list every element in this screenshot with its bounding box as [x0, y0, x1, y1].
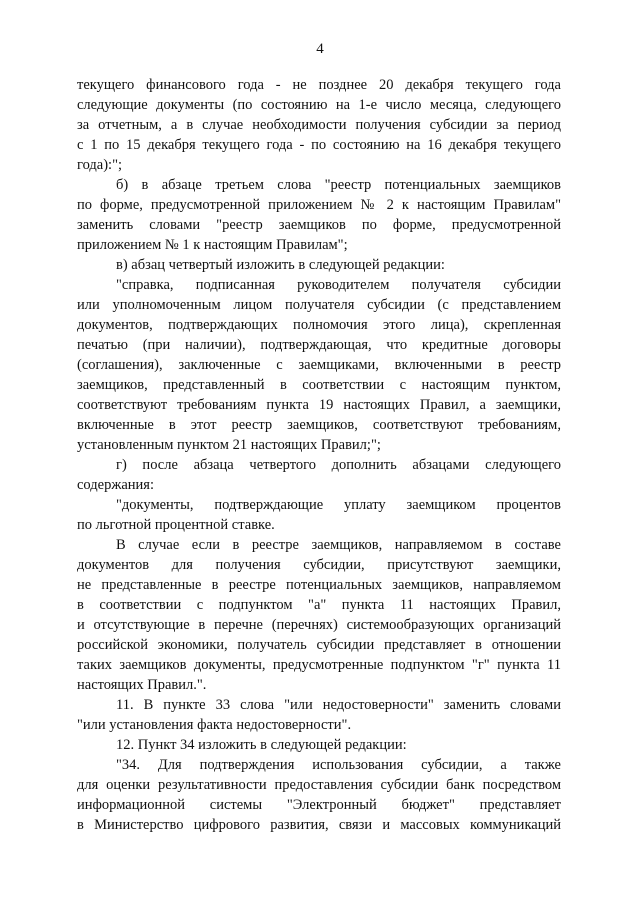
text-line: в соответствии с подпунктом "а" пункта 11 настоящих Правил,	[77, 597, 561, 613]
text-line: по льготной процентной ставке.	[77, 517, 275, 533]
text-line: по форме, предусмотренной приложением № 2 к настоящим Правилам"	[77, 197, 561, 213]
text-line: (соглашения), заключенные с заемщиками, включенными в реестр	[77, 357, 561, 373]
text-line: содержания:	[77, 477, 155, 493]
text-line: включенные в этот реестр заемщиков, соответствуют требованиям,	[77, 417, 561, 433]
text-line: не представленные в реестре потенциальных заемщиков, направляемом	[77, 577, 561, 593]
text-line: В случае если в реестре заемщиков, направляемом в составе	[116, 537, 561, 553]
text-line: за отчетным, а в случае необходимости получения субсидии за период	[77, 117, 561, 133]
text-line: б) в абзаце третьем слова "реестр потенциальных заемщиков	[116, 177, 561, 193]
text-line: следующие документы (по состоянию на 1-е число месяца, следующего	[77, 97, 561, 113]
text-line: заменить словами "реестр заемщиков по форме, предусмотренной	[77, 217, 561, 233]
text-line: соответствуют требованиям пункта 19 настоящих Правил, а заемщики,	[77, 397, 561, 413]
text-line: 11. В пункте 33 слова "или недостоверности" заменить словами	[116, 697, 561, 713]
text-line: текущего финансового года - не позднее 20 декабря текущего года	[77, 77, 561, 93]
text-line: установленным пунктом 21 настоящих Правил;";	[77, 437, 381, 453]
text-line: заемщиков, представленный в соответствии с настоящим пунктом,	[77, 377, 561, 393]
text-line: документов, подтверждающих полномочия этого лица), скрепленная	[77, 317, 561, 333]
text-line: российской экономики, получатель субсидии представляет в отношении	[77, 637, 561, 653]
text-line: настоящих Правил.".	[77, 677, 207, 693]
text-line: в) абзац четвертый изложить в следующей редакции:	[116, 257, 445, 273]
text-line: информационной системы "Электронный бюджет" представляет	[77, 797, 561, 813]
text-line: 12. Пункт 34 изложить в следующей редакции:	[116, 737, 407, 753]
text-line: печатью (при наличии), подтверждающая, что кредитные договоры	[77, 337, 561, 353]
text-line: г) после абзаца четвертого дополнить абзацами следующего	[116, 457, 561, 473]
text-line: "документы, подтверждающие уплату заемщиком процентов	[116, 497, 561, 513]
document-body-text	[77, 75, 561, 835]
page-number: 4	[316, 41, 324, 57]
text-line: приложением № 1 к настоящим Правилам";	[77, 237, 348, 253]
text-line: и отсутствующие в перечне (перечнях) системообразующих организаций	[77, 617, 561, 633]
text-line: с 1 по 15 декабря текущего года - по состоянию на 16 декабря текущего	[77, 137, 561, 153]
text-line: "справка, подписанная руководителем получателя субсидии	[116, 277, 561, 293]
text-line: таких заемщиков документы, предусмотренные подпунктом "г" пункта 11	[77, 657, 561, 673]
text-line: "34. Для подтверждения использования субсидии, а также	[116, 757, 561, 773]
text-line: для оценки результативности предоставления субсидии банк посредством	[77, 777, 561, 793]
text-line: в Министерство цифрового развития, связи и массовых коммуникаций	[77, 817, 561, 833]
text-line: документов для получения субсидии, присутствуют заемщики,	[77, 557, 561, 573]
text-line: года):";	[77, 157, 123, 173]
text-line: или уполномоченным лицом получателя субсидии (с представлением	[77, 297, 561, 313]
text-line: "или установления факта недостоверности".	[77, 717, 352, 733]
